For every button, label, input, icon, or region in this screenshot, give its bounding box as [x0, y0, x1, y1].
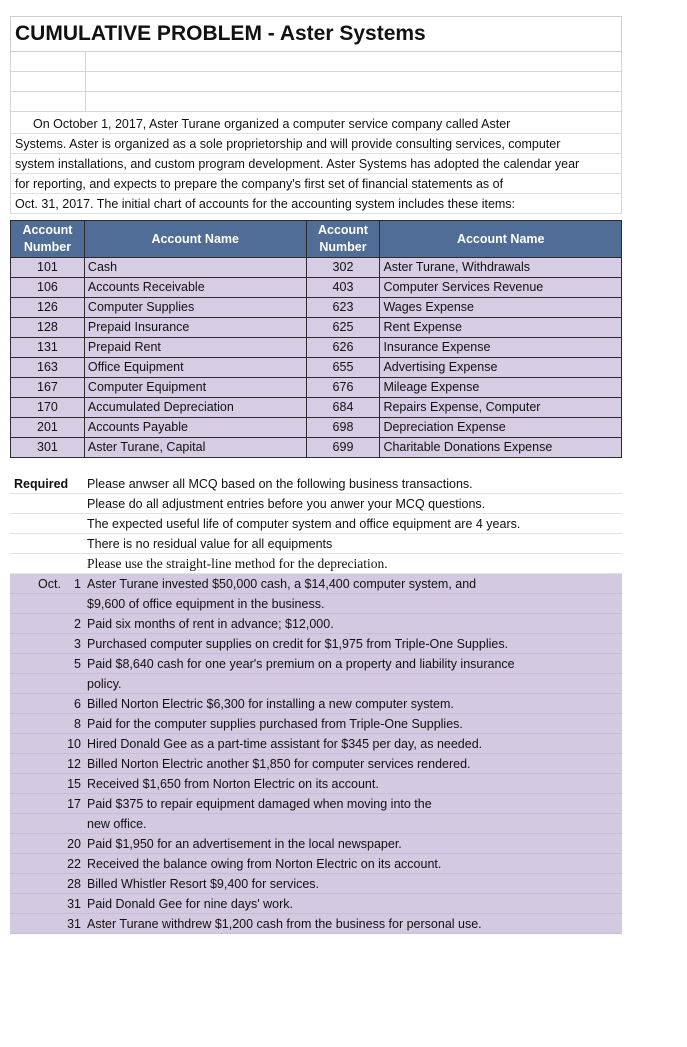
transaction-day: 20 — [67, 837, 81, 851]
transaction-text: new office. — [87, 817, 147, 831]
account-number-cell: 625 — [306, 318, 380, 338]
transaction-row — [10, 914, 622, 934]
account-name-cell: Prepaid Rent — [84, 338, 306, 358]
account-number-cell: 201 — [11, 418, 85, 438]
transaction-date — [10, 694, 87, 713]
account-name-cell: Depreciation Expense — [380, 418, 622, 438]
required-row — [10, 514, 622, 534]
account-name-cell: Wages Expense — [380, 298, 622, 318]
transaction-row — [10, 734, 622, 754]
transaction-date — [10, 874, 87, 893]
table-row — [11, 278, 622, 298]
transaction-text: Billed Norton Electric another $1,850 for computer services rendered. — [87, 757, 471, 771]
transaction-date — [10, 614, 87, 633]
intro-line: for reporting, and expects to prepare the company's first set of financial statements as of — [11, 174, 621, 194]
transaction-row — [10, 774, 622, 794]
transaction-day: 28 — [67, 877, 81, 891]
intro-line: system installations, and custom program development. Aster Systems has adopted the calendar year — [11, 154, 621, 174]
transaction-text: Paid $1,950 for an advertisement in the local newspaper. — [87, 837, 402, 851]
account-number-cell: 626 — [306, 338, 380, 358]
transaction-date — [10, 674, 87, 693]
table-row — [11, 258, 622, 278]
account-number-cell: 623 — [306, 298, 380, 318]
transaction-day: 1 — [74, 577, 81, 591]
account-name-cell: Computer Services Revenue — [380, 278, 622, 298]
transaction-date — [10, 814, 87, 833]
account-name-cell: Computer Supplies — [84, 298, 306, 318]
account-number-cell: 698 — [306, 418, 380, 438]
required-row — [10, 534, 622, 554]
required-line: The expected useful life of computer system and office equipment are 4 years. — [87, 517, 521, 531]
account-name-cell: Mileage Expense — [380, 378, 622, 398]
required-label: Required — [14, 477, 69, 491]
transaction-day: 2 — [74, 617, 81, 631]
transaction-text: $9,600 of office equipment in the business. — [87, 597, 325, 611]
transaction-text: Aster Turane withdrew $1,200 cash from the business for personal use. — [87, 917, 482, 931]
account-name-cell: Insurance Expense — [380, 338, 622, 358]
table-row — [11, 438, 622, 458]
required-row — [10, 494, 622, 514]
blank-row — [10, 52, 622, 72]
transaction-row — [10, 794, 622, 814]
intro-line: On October 1, 2017, Aster Turane organized a computer service company called Aster — [11, 114, 621, 134]
blank-row — [10, 92, 622, 112]
required-line: Please anwser all MCQ based on the following business transactions. — [87, 477, 473, 491]
table-header-row — [11, 221, 622, 258]
transaction-date — [10, 854, 87, 873]
transaction-row — [10, 614, 622, 634]
intro-line: Oct. 31, 2017. The initial chart of accounts for the accounting system includes these items: — [11, 194, 621, 214]
transaction-date — [10, 794, 87, 813]
transaction-text: Aster Turane invested $50,000 cash, a $14,400 computer system, and — [87, 577, 477, 591]
account-number-cell: 301 — [11, 438, 85, 458]
blank-row — [10, 72, 622, 92]
chart-of-accounts-table — [10, 220, 622, 458]
account-name-cell: Repairs Expense, Computer — [380, 398, 622, 418]
transaction-day: 6 — [74, 697, 81, 711]
account-name-cell: Advertising Expense — [380, 358, 622, 378]
header-account-number: Account Number — [11, 221, 85, 258]
table-row — [11, 418, 622, 438]
transaction-row — [10, 594, 622, 614]
worksheet — [10, 16, 622, 934]
transaction-text: Received $1,650 from Norton Electric on its account. — [87, 777, 379, 791]
transaction-text: policy. — [87, 677, 122, 691]
transaction-date — [10, 914, 87, 933]
account-number-cell: 302 — [306, 258, 380, 278]
transaction-date — [10, 654, 87, 673]
header-account-number: Account Number — [306, 221, 380, 258]
account-name-cell: Aster Turane, Withdrawals — [380, 258, 622, 278]
transaction-day: 17 — [67, 797, 81, 811]
intro-line: Systems. Aster is organized as a sole proprietorship and will provide consulting services, computer — [11, 134, 621, 154]
required-line: There is no residual value for all equipments — [87, 537, 333, 551]
transaction-day: 12 — [67, 757, 81, 771]
transaction-month: Oct. — [38, 577, 61, 591]
transaction-date — [10, 634, 87, 653]
table-row — [11, 338, 622, 358]
required-line: Please do all adjustment entries before you anwer your MCQ questions. — [87, 497, 486, 511]
transaction-day: 31 — [67, 897, 81, 911]
transaction-row — [10, 814, 622, 834]
transaction-text: Paid for the computer supplies purchased from Triple-One Supplies. — [87, 717, 463, 731]
transaction-text: Paid $8,640 cash for one year's premium on a property and liability insurance — [87, 657, 515, 671]
required-row — [10, 474, 622, 494]
transaction-date — [10, 594, 87, 613]
page-title: CUMULATIVE PROBLEM - Aster Systems — [10, 16, 622, 52]
account-number-cell: 699 — [306, 438, 380, 458]
account-number-cell: 655 — [306, 358, 380, 378]
transaction-text: Paid six months of rent in advance; $12,000. — [87, 617, 334, 631]
account-name-cell: Cash — [84, 258, 306, 278]
transaction-text: Billed Whistler Resort $9,400 for services. — [87, 877, 320, 891]
transaction-day: 3 — [74, 637, 81, 651]
transaction-row — [10, 634, 622, 654]
account-number-cell: 403 — [306, 278, 380, 298]
account-name-cell: Computer Equipment — [84, 378, 306, 398]
transactions-list — [10, 574, 622, 934]
transaction-day: 8 — [74, 717, 81, 731]
transaction-row — [10, 574, 622, 594]
account-number-cell: 684 — [306, 398, 380, 418]
transaction-row — [10, 874, 622, 894]
account-number-cell: 106 — [11, 278, 85, 298]
transaction-row — [10, 714, 622, 734]
transaction-text: Paid Donald Gee for nine days' work. — [87, 897, 293, 911]
account-name-cell: Rent Expense — [380, 318, 622, 338]
table-row — [11, 298, 622, 318]
account-name-cell: Prepaid Insurance — [84, 318, 306, 338]
account-number-cell: 676 — [306, 378, 380, 398]
transaction-date — [10, 574, 87, 593]
transaction-row — [10, 834, 622, 854]
account-number-cell: 131 — [11, 338, 85, 358]
account-name-cell: Accumulated Depreciation — [84, 398, 306, 418]
account-number-cell: 126 — [11, 298, 85, 318]
required-row — [10, 554, 622, 574]
transaction-date — [10, 714, 87, 733]
table-row — [11, 358, 622, 378]
transaction-row — [10, 894, 622, 914]
account-name-cell: Accounts Payable — [84, 418, 306, 438]
required-section — [10, 474, 622, 574]
account-number-cell: 128 — [11, 318, 85, 338]
transaction-date — [10, 894, 87, 913]
transaction-date — [10, 834, 87, 853]
transaction-text: Billed Norton Electric $6,300 for installing a new computer system. — [87, 697, 454, 711]
transaction-date — [10, 734, 87, 753]
transaction-row — [10, 654, 622, 674]
table-row — [11, 318, 622, 338]
table-row — [11, 398, 622, 418]
required-line: Please use the straight-line method for the depreciation. — [87, 556, 388, 571]
header-account-name: Account Name — [84, 221, 306, 258]
transaction-day: 10 — [67, 737, 81, 751]
transaction-text: Received the balance owing from Norton Electric on its account. — [87, 857, 442, 871]
table-row — [11, 378, 622, 398]
transaction-text: Hired Donald Gee as a part-time assistant for $345 per day, as needed. — [87, 737, 483, 751]
transaction-row — [10, 674, 622, 694]
account-number-cell: 163 — [11, 358, 85, 378]
transaction-row — [10, 754, 622, 774]
transaction-row — [10, 854, 622, 874]
account-name-cell: Accounts Receivable — [84, 278, 306, 298]
account-number-cell: 167 — [11, 378, 85, 398]
transaction-day: 5 — [74, 657, 81, 671]
account-number-cell: 101 — [11, 258, 85, 278]
account-number-cell: 170 — [11, 398, 85, 418]
transaction-day: 31 — [67, 917, 81, 931]
account-name-cell: Aster Turane, Capital — [84, 438, 306, 458]
transaction-day: 15 — [67, 777, 81, 791]
transaction-text: Paid $375 to repair equipment damaged when moving into the — [87, 797, 432, 811]
transaction-date — [10, 754, 87, 773]
account-name-cell: Office Equipment — [84, 358, 306, 378]
transaction-row — [10, 694, 622, 714]
intro-paragraph — [10, 112, 622, 214]
transaction-date — [10, 774, 87, 793]
account-name-cell: Charitable Donations Expense — [380, 438, 622, 458]
transaction-day: 22 — [67, 857, 81, 871]
transaction-text: Purchased computer supplies on credit for $1,975 from Triple-One Supplies. — [87, 637, 509, 651]
header-account-name: Account Name — [380, 221, 622, 258]
